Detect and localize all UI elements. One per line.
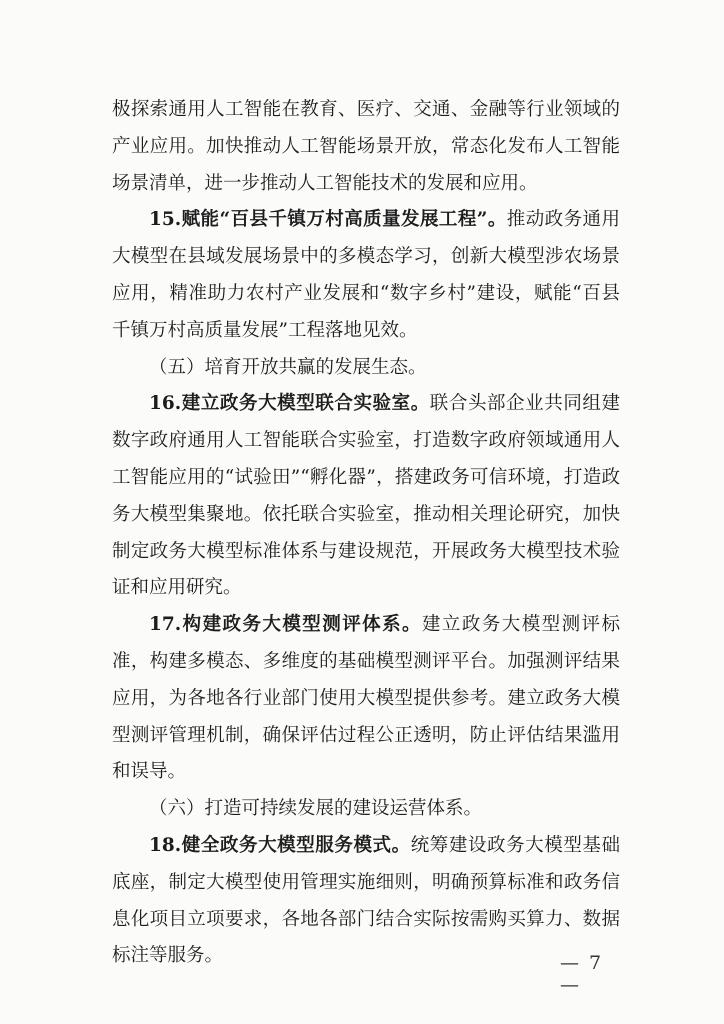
paragraph-item-16 (112, 386, 620, 607)
paragraph-text: 推动政务通用大模型在县域发展场景中的多模态学习，创新大模型涉农场景应用，精准助力农村产业发展和“数字乡村”建设，赋能“百县千镇万村高质量发展”工程落地见效。 (112, 209, 620, 341)
paragraph-text: 统筹建设政务大模型基础底座，制定大模型使用管理实施细则，明确预算标准和政务信息化项目立项要求，各地各部门结合实际按需购买算力、数据标注等服务。 (112, 834, 620, 967)
item-heading: 15.赋能“百县千镇万村高质量发展工程”。 (149, 209, 507, 231)
section-heading-6 (112, 791, 620, 828)
section-heading-text: （五）培育开放共赢的发展生态。 (149, 356, 427, 378)
paragraph-text: 联合头部企业共同组建数字政府通用人工智能联合实验室，打造数字政府领域通用人工智能应用的“试验田”“孵化器”，搭建政务可信环境，打造政务大模型集聚地。依托联合实验室，推动相关理论研究，加快制定政务大模型标准体系与建设规范，开展政务大模型技术验证和应用研究。 (112, 393, 620, 599)
paragraph-item-17 (112, 607, 620, 791)
paragraph-item-15 (112, 202, 620, 349)
item-heading: 18.健全政务大模型服务模式。 (149, 834, 411, 856)
paragraph-text: 极探索通用人工智能在教育、医疗、交通、金融等行业领域的产业应用。加快推动人工智能场景开放，常态化发布人工智能场景清单，进一步推动人工智能技术的发展和应用。 (112, 99, 620, 194)
item-heading: 16.建立政务大模型联合实验室。 (149, 393, 430, 415)
item-heading: 17.构建政务大模型测评体系。 (149, 614, 422, 636)
section-heading-5 (112, 350, 620, 387)
section-heading-text: （六）打造可持续发展的建设运营体系。 (149, 798, 483, 820)
paragraph-item-18 (112, 828, 620, 975)
paragraph-text: 建立政务大模型测评标准，构建多模态、多维度的基础模型测评平台。加强测评结果应用，为各地各行业部门使用大模型提供参考。建立政务大模型测评管理机制，确保评估过程公正透明，防止评估结果滥用和误导。 (112, 614, 620, 783)
page-number: — 7 — (560, 952, 604, 996)
body-text (112, 92, 620, 975)
paragraph-continued (112, 92, 620, 202)
